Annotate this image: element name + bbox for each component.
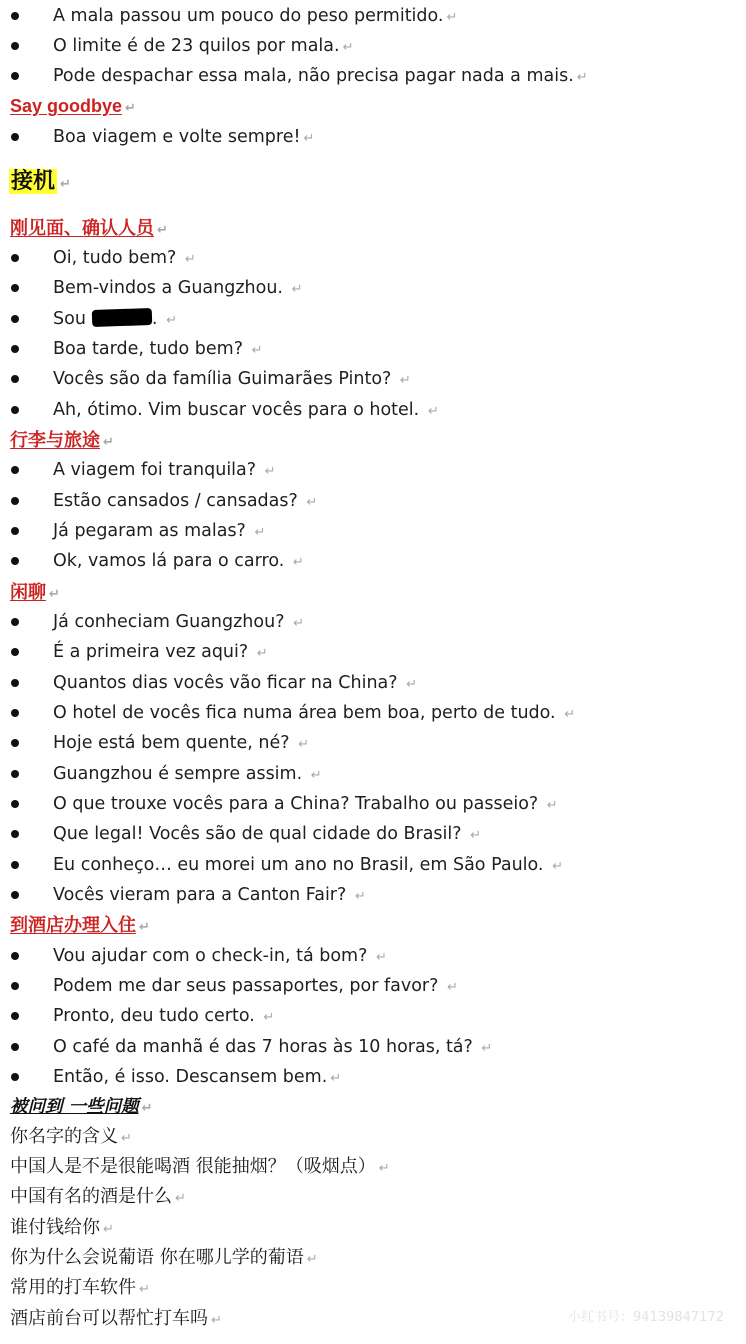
heading-questions: 被问到 一些问题 ↵ [10, 1093, 153, 1121]
question-line: 你为什么会说葡语 你在哪儿学的葡语 ↵ [10, 1247, 318, 1268]
item-text: A mala passou um pouco do peso permitido. [53, 6, 444, 26]
bullet-icon [11, 830, 19, 838]
paragraph-mark-icon: ↵ [342, 40, 354, 55]
bullet-icon [11, 284, 19, 292]
paragraph-mark-icon: ↵ [292, 555, 304, 570]
paragraph-mark-icon: ↵ [211, 1313, 222, 1328]
paragraph-mark-icon: ↵ [470, 828, 482, 843]
paragraph-mark-icon: ↵ [251, 343, 263, 358]
paragraph-mark-icon: ↵ [399, 373, 411, 388]
heading-chat: 闲聊 ↵ [10, 579, 60, 605]
bullet-icon [11, 1043, 19, 1051]
paragraph-mark-icon: ↵ [293, 616, 304, 631]
bullet-icon [11, 1012, 19, 1020]
question-line: 常用的打车软件 ↵ [10, 1277, 150, 1298]
paragraph-mark-icon: ↵ [406, 677, 418, 692]
paragraph-mark-icon: ↵ [447, 980, 458, 995]
paragraph-mark-icon: ↵ [446, 10, 458, 25]
bullet-icon [11, 375, 19, 383]
paragraph-mark-icon: ↵ [481, 1041, 493, 1056]
bullet-icon [11, 42, 19, 50]
paragraph-mark-icon: ↵ [103, 434, 114, 449]
section-title-pickup: 接机 ↵ [11, 169, 71, 194]
paragraph-mark-icon: ↵ [157, 222, 168, 237]
paragraph-mark-icon: ↵ [546, 798, 558, 813]
bullet-icon [11, 1073, 19, 1081]
paragraph-mark-icon: ↵ [184, 252, 196, 267]
bullet-icon [11, 891, 19, 899]
bullet-icon [11, 982, 19, 990]
paragraph-mark-icon: ↵ [175, 1191, 186, 1206]
paragraph-mark-icon: ↵ [256, 646, 268, 661]
paragraph-mark-icon: ↵ [139, 1282, 150, 1297]
bullet-icon [11, 406, 19, 414]
bullet-icon [11, 952, 19, 960]
heading-meeting: 刚见面、确认人员 ↵ [10, 215, 168, 241]
bullet-icon [11, 557, 19, 565]
paragraph-mark-icon: ↵ [121, 1131, 132, 1146]
item-text: O limite é de 23 quilos por mala. [53, 36, 340, 56]
bullet-icon [11, 800, 19, 808]
paragraph-mark-icon: ↵ [139, 919, 150, 934]
heading-say-goodbye: Say goodbye ↵ [10, 93, 136, 119]
paragraph-mark-icon: ↵ [103, 1222, 114, 1237]
bullet-icon [11, 133, 19, 141]
paragraph-mark-icon: ↵ [291, 282, 303, 297]
paragraph-mark-icon: ↵ [263, 1010, 275, 1025]
bullet-icon [11, 345, 19, 353]
paragraph-mark-icon: ↵ [576, 70, 588, 85]
item-text: Boa viagem e volte sempre! [53, 127, 301, 147]
bullet-icon [11, 739, 19, 747]
bullet-icon [11, 618, 19, 626]
bullet-icon [11, 12, 19, 20]
question-line: 中国有名的酒是什么 ↵ [10, 1186, 186, 1207]
bullet-icon [11, 497, 19, 505]
paragraph-mark-icon: ↵ [564, 707, 576, 722]
bullet-icon [11, 648, 19, 656]
question-line: 酒店前台可以帮忙打车吗 ↵ [10, 1308, 222, 1329]
paragraph-mark-icon: ↵ [125, 100, 136, 115]
paragraph-mark-icon: ↵ [49, 586, 60, 601]
paragraph-mark-icon: ↵ [552, 859, 563, 874]
heading-checkin: 到酒店办理入住 ↵ [10, 912, 150, 938]
paragraph-mark-icon: ↵ [375, 950, 387, 965]
paragraph-mark-icon: ↵ [303, 131, 315, 146]
paragraph-mark-icon: ↵ [298, 737, 310, 752]
watermark-text: 小红书号：94139847172 [568, 1310, 724, 1325]
paragraph-mark-icon: ↵ [310, 768, 322, 783]
question-line: 中国人是不是很能喝酒 很能抽烟？（吸烟点） ↵ [10, 1156, 390, 1177]
paragraph-mark-icon: ↵ [306, 1252, 318, 1267]
redaction-block [92, 308, 153, 327]
paragraph-mark-icon: ↵ [427, 404, 439, 419]
paragraph-mark-icon: ↵ [330, 1071, 342, 1086]
bullet-icon [11, 861, 19, 869]
bullet-icon [11, 254, 19, 262]
bullet-icon [11, 770, 19, 778]
bullet-icon [11, 709, 19, 717]
bullet-icon [11, 315, 19, 323]
heading-luggage: 行李与旅途 ↵ [10, 427, 114, 453]
paragraph-mark-icon: ↵ [264, 464, 276, 479]
paragraph-mark-icon: ↵ [166, 313, 177, 328]
paragraph-mark-icon: ↵ [306, 495, 318, 510]
document-page: A mala passou um pouco do peso permitido. ↵ O limite é de 23 quilos por mala. ↵ Pode despachar essa mala, não precisa pagar nada a mais. ↵ Say goodbye ↵ Boa viagem e volte sempre! ↵ 接机 ↵ 刚见面、确认人员 ↵ Oi, tudo bem? ↵ Bem-vindos a Guangzhou. ↵ Sou . ↵ Boa tarde, tudo bem? ↵ Vocês são da família Guimarães Pinto? ↵ Ah, ótimo. Vim buscar vocês para o hotel. ↵ 行李与旅途 ↵ A viagem foi tranquila? ↵ Estão cansados / cansadas? ↵ Já pegaram as malas? ↵ Ok, vamos lá para o carro. ↵ 闲聊 ↵ Já conheciam Guangzhou? ↵ É a primeira vez aqui? ↵ Quantos dias vocês vão ficar na China? ↵ O hotel de vocês fica numa área bem boa, perto de tudo. ↵ Hoje está bem quente, né? ↵ Guangzhou é sempre assim. ↵ O que trouxe vocês para a China? Trabalho ou passeio? ↵ Que legal! Vocês são de qual cidade do Brasil? ↵ Eu conheço… eu morei um ano no Brasil, em São Paulo. ↵ Vocês vieram para a Canton Fair? ↵ 到酒店办理入住 ↵ Vou ajudar com o check-in, tá bom? ↵ Podem me dar seus passaportes, por favor? ↵ Pronto, deu tudo certo. ↵ O café da manhã é das 7 horas às 10 horas, tá? ↵ Então, é isso. Descansem bem. ↵ 被问到 一些问题 ↵ 你名字的含义 ↵ 中国人是不是很能喝酒 很能抽烟？（吸烟点） ↵ 中国有名的酒是什么 ↵ 谁付钱给你 ↵ 你为什么会说葡语 你在哪儿学的葡语 ↵ 常用的打车软件 ↵ 酒店前台可以帮忙打车吗 ↵ 小红书号：94139847172 [0, 0, 746, 1344]
bullet-icon [11, 527, 19, 535]
question-line: 你名字的含义 ↵ [10, 1126, 132, 1147]
paragraph-mark-icon: ↵ [378, 1161, 390, 1176]
bullet-icon [11, 466, 19, 474]
question-line: 谁付钱给你 ↵ [10, 1217, 114, 1238]
bullet-icon [11, 679, 19, 687]
paragraph-mark-icon: ↵ [254, 525, 266, 540]
item-text: Pode despachar essa mala, não precisa pagar nada a mais. [53, 66, 574, 86]
paragraph-mark-icon: ↵ [354, 889, 366, 904]
paragraph-mark-icon: ↵ [60, 177, 71, 192]
bullet-icon [11, 72, 19, 80]
paragraph-mark-icon: ↵ [141, 1101, 153, 1116]
